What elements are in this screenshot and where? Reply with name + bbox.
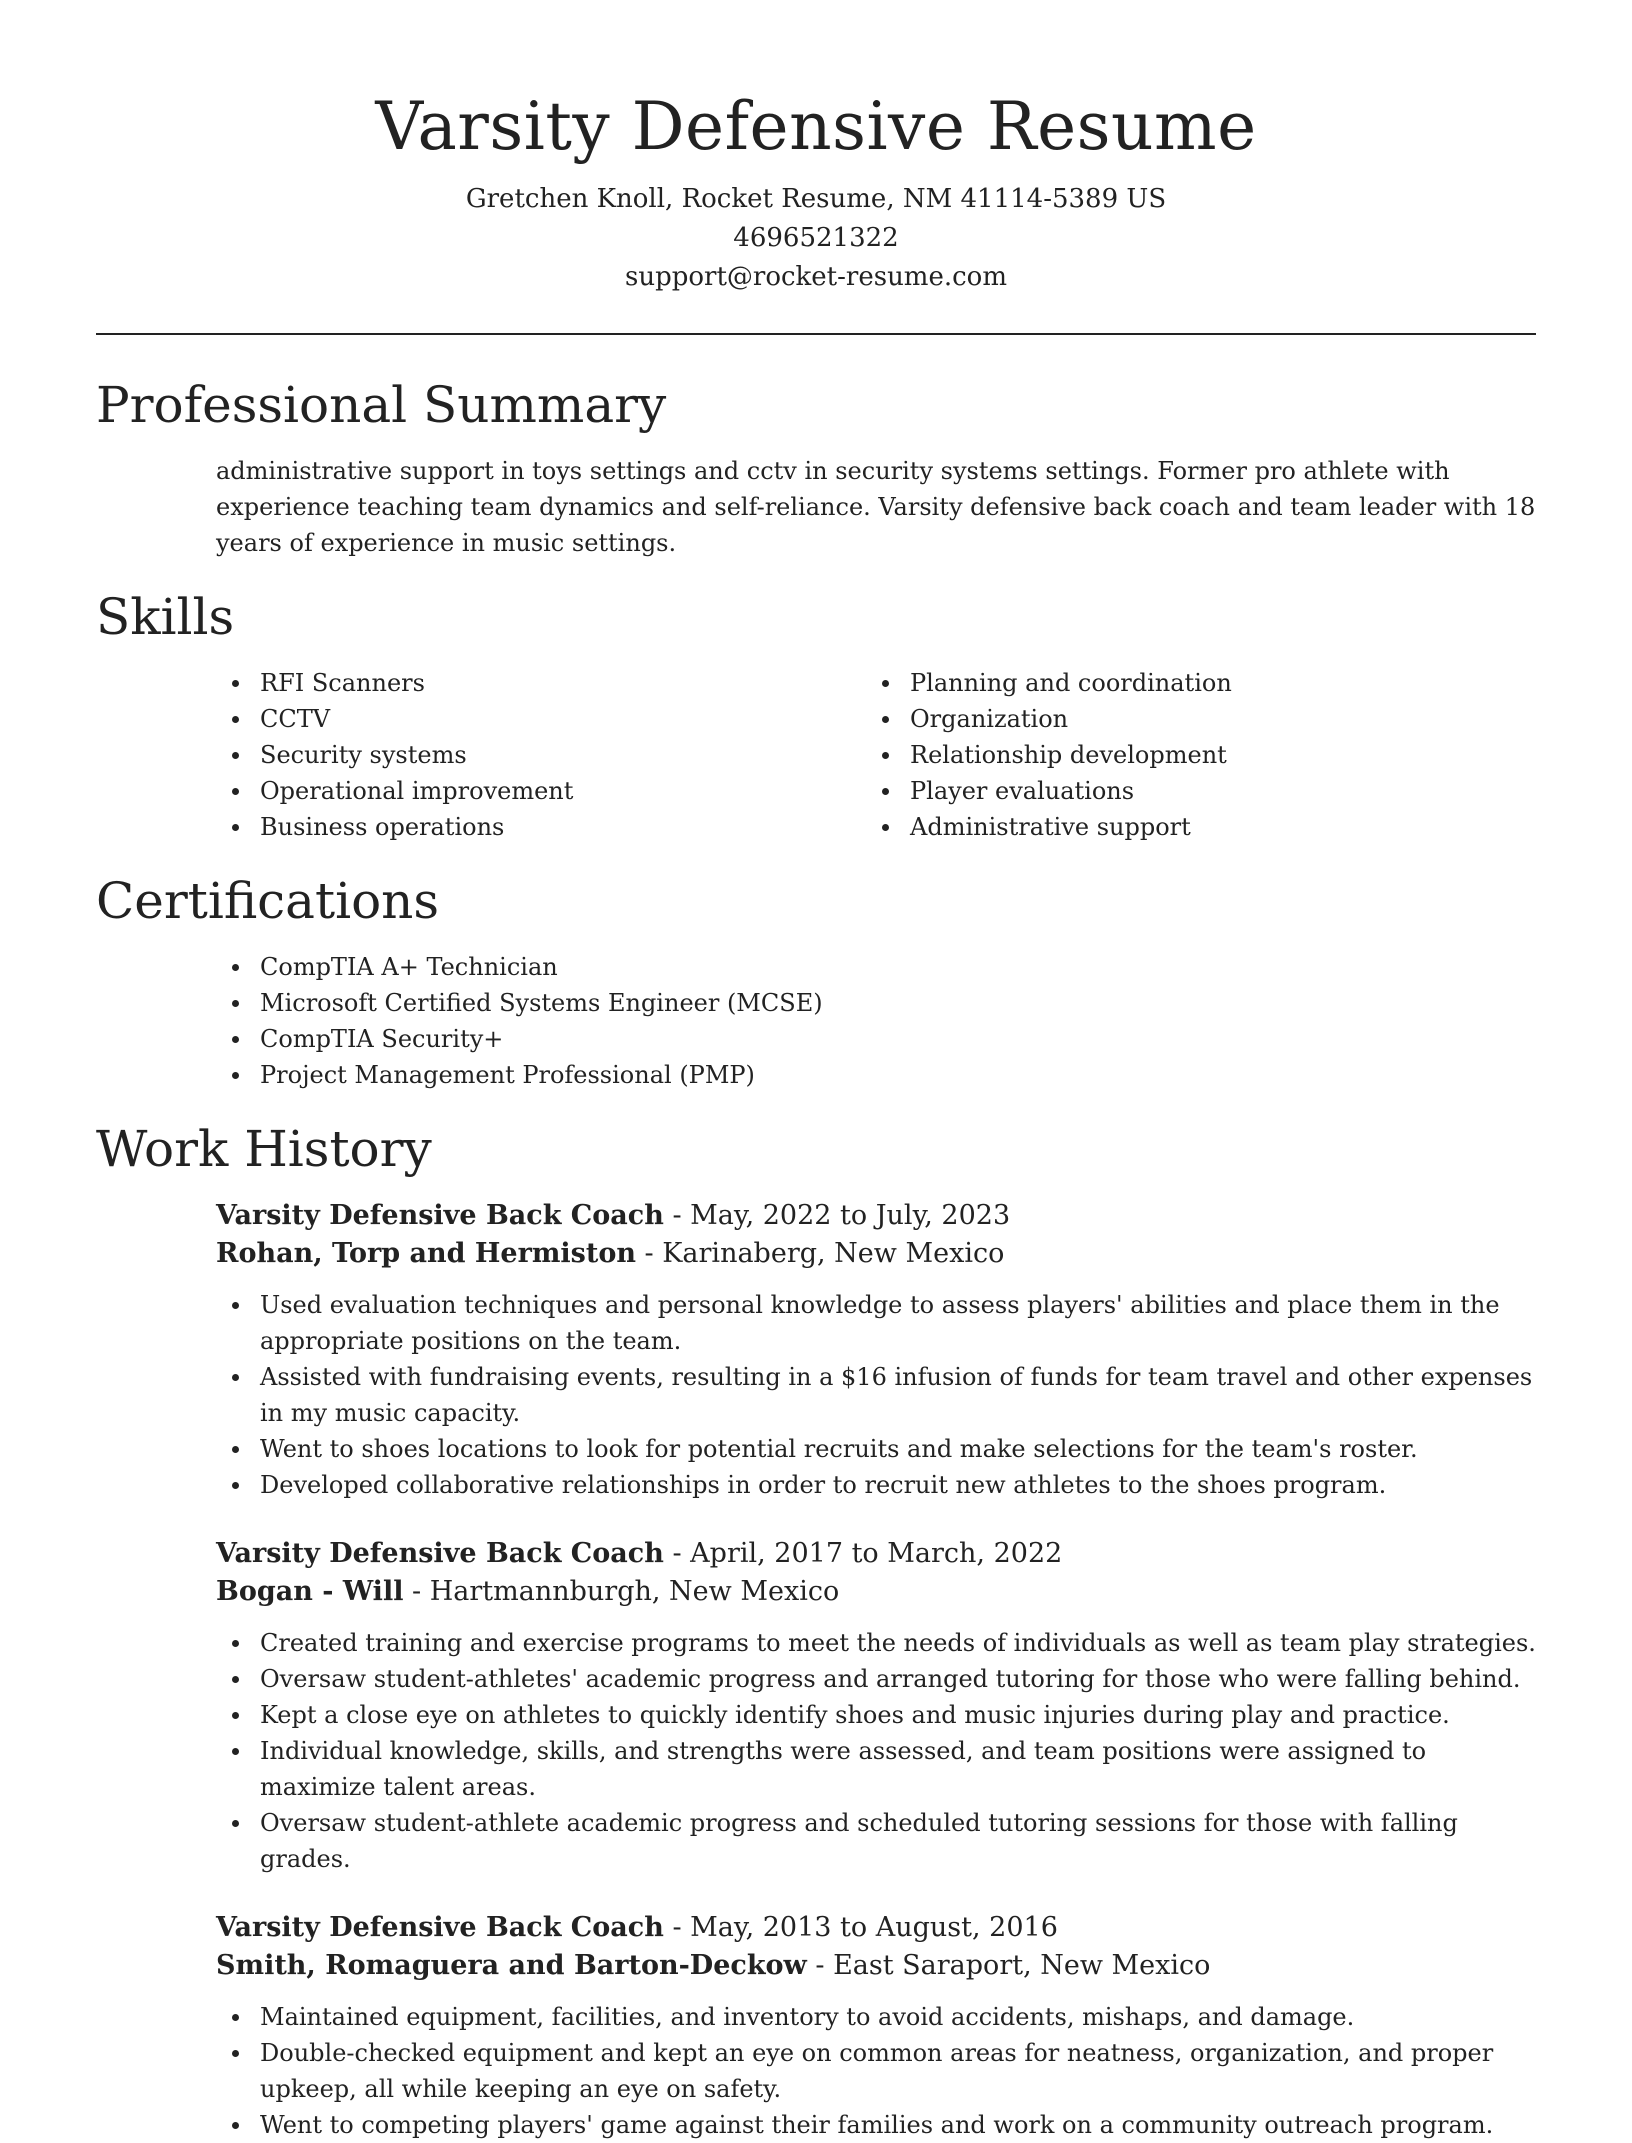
skill-item: CCTV [216, 701, 866, 737]
resume-header [96, 0, 1536, 297]
job-bullet: Double-checked equipment and kept an eye on common areas for neatness, organization, and proper upkeep, all while keeping an eye on safety. [216, 2035, 1536, 2107]
job-title: Varsity Defensive Back Coach [216, 1538, 664, 1569]
job-title: Varsity Defensive Back Coach [216, 1200, 664, 1231]
job-title-line [216, 1909, 1536, 1947]
skills-columns [216, 665, 1536, 845]
job-bullet: Assisted with fundraising events, resulting in a $16 infusion of funds for team travel and other expenses in my music capacity. [216, 1359, 1536, 1431]
header-divider [96, 333, 1536, 335]
skill-item: Player evaluations [866, 773, 1516, 809]
summary-section [96, 375, 1536, 561]
certifications-heading: Certifications [96, 872, 440, 930]
certification-item: Project Management Professional (PMP) [216, 1057, 1536, 1093]
job-bullet-list [216, 1625, 1536, 1877]
job-company-line [216, 1947, 1536, 1985]
skills-list-left [216, 665, 866, 845]
job-location: - East Saraport, New Mexico [806, 1950, 1211, 1981]
job-dates: - May, 2022 to July, 2023 [663, 1200, 1011, 1231]
certification-item: CompTIA A+ Technician [216, 949, 1536, 985]
job-location: - Hartmannburgh, New Mexico [403, 1576, 840, 1607]
skills-section [96, 587, 1536, 845]
contact-email: support@rocket-resume.com [624, 262, 1007, 292]
job-bullet: Used evaluation techniques and personal knowledge to assess players' abilities and place them in the appropriate positions on the team. [216, 1287, 1536, 1359]
skill-item: Business operations [216, 809, 866, 845]
resume-title: Varsity Defensive Resume [375, 88, 1257, 165]
job-bullet-list [216, 1287, 1536, 1503]
job-company: Rohan, Torp and Hermiston [216, 1238, 636, 1269]
job-entry [216, 1535, 1536, 1611]
job-title-line [216, 1535, 1536, 1573]
skill-item: Planning and coordination [866, 665, 1516, 701]
certification-item: Microsoft Certified Systems Engineer (MCSE) [216, 985, 1536, 1021]
certifications-section [96, 871, 1536, 1093]
job-entry [216, 1909, 1536, 1985]
job-company: Bogan - Will [216, 1576, 404, 1607]
job-company: Smith, Romaguera and Barton-Deckow [216, 1950, 807, 1981]
job-bullet: Maintained equipment, facilities, and inventory to avoid accidents, mishaps, and damage. [216, 1999, 1536, 2035]
skill-item: Organization [866, 701, 1516, 737]
work-history-heading: Work History [96, 1120, 432, 1178]
contact-phone: 4696521322 [733, 223, 899, 253]
certification-item: CompTIA Security+ [216, 1021, 1536, 1057]
work-history-section [96, 1119, 1536, 2143]
job-company-line [216, 1235, 1536, 1273]
job-bullet: Individual knowledge, skills, and strengths were assessed, and team positions were assigned to maximize talent areas. [216, 1733, 1536, 1805]
job-entry [216, 1197, 1536, 1273]
job-title-line [216, 1197, 1536, 1235]
contact-address: Gretchen Knoll, Rocket Resume, NM 41114-5389 US [465, 184, 1167, 214]
job-bullet: Kept a close eye on athletes to quickly identify shoes and music injuries during play and practice. [216, 1697, 1536, 1733]
skill-item: RFI Scanners [216, 665, 866, 701]
job-bullet: Created training and exercise programs to meet the needs of individuals as well as team play strategies. [216, 1625, 1536, 1661]
job-bullet: Went to competing players' game against their families and work on a community outreach program. [216, 2107, 1536, 2143]
summary-heading: Professional Summary [96, 376, 667, 434]
summary-text: administrative support in toys settings and cctv in security systems settings. Former pro athlete with experience teaching team dynamics and self-reliance. Varsity defensive back coach and team leader with 18 years of experience in music settings. [216, 457, 1536, 557]
skills-list-right [866, 665, 1516, 845]
job-company-line [216, 1573, 1536, 1611]
job-bullet-list [216, 1999, 1536, 2143]
skill-item: Relationship development [866, 737, 1516, 773]
job-bullet: Went to shoes locations to look for potential recruits and make selections for the team's roster. [216, 1431, 1536, 1467]
job-bullet: Developed collaborative relationships in order to recruit new athletes to the shoes program. [216, 1467, 1536, 1503]
job-bullet: Oversaw student-athlete academic progress and scheduled tutoring sessions for those with falling grades. [216, 1805, 1536, 1877]
skill-item: Security systems [216, 737, 866, 773]
resume-page [96, 0, 1536, 2143]
job-dates: - May, 2013 to August, 2016 [663, 1912, 1058, 1943]
skill-item: Operational improvement [216, 773, 866, 809]
certifications-list [216, 949, 1536, 1093]
skills-heading: Skills [96, 588, 235, 646]
job-bullet: Oversaw student-athletes' academic progress and arranged tutoring for those who were falling behind. [216, 1661, 1536, 1697]
skill-item: Administrative support [866, 809, 1516, 845]
job-location: - Karinaberg, New Mexico [635, 1238, 1005, 1269]
job-title: Varsity Defensive Back Coach [216, 1912, 664, 1943]
job-dates: - April, 2017 to March, 2022 [663, 1538, 1063, 1569]
